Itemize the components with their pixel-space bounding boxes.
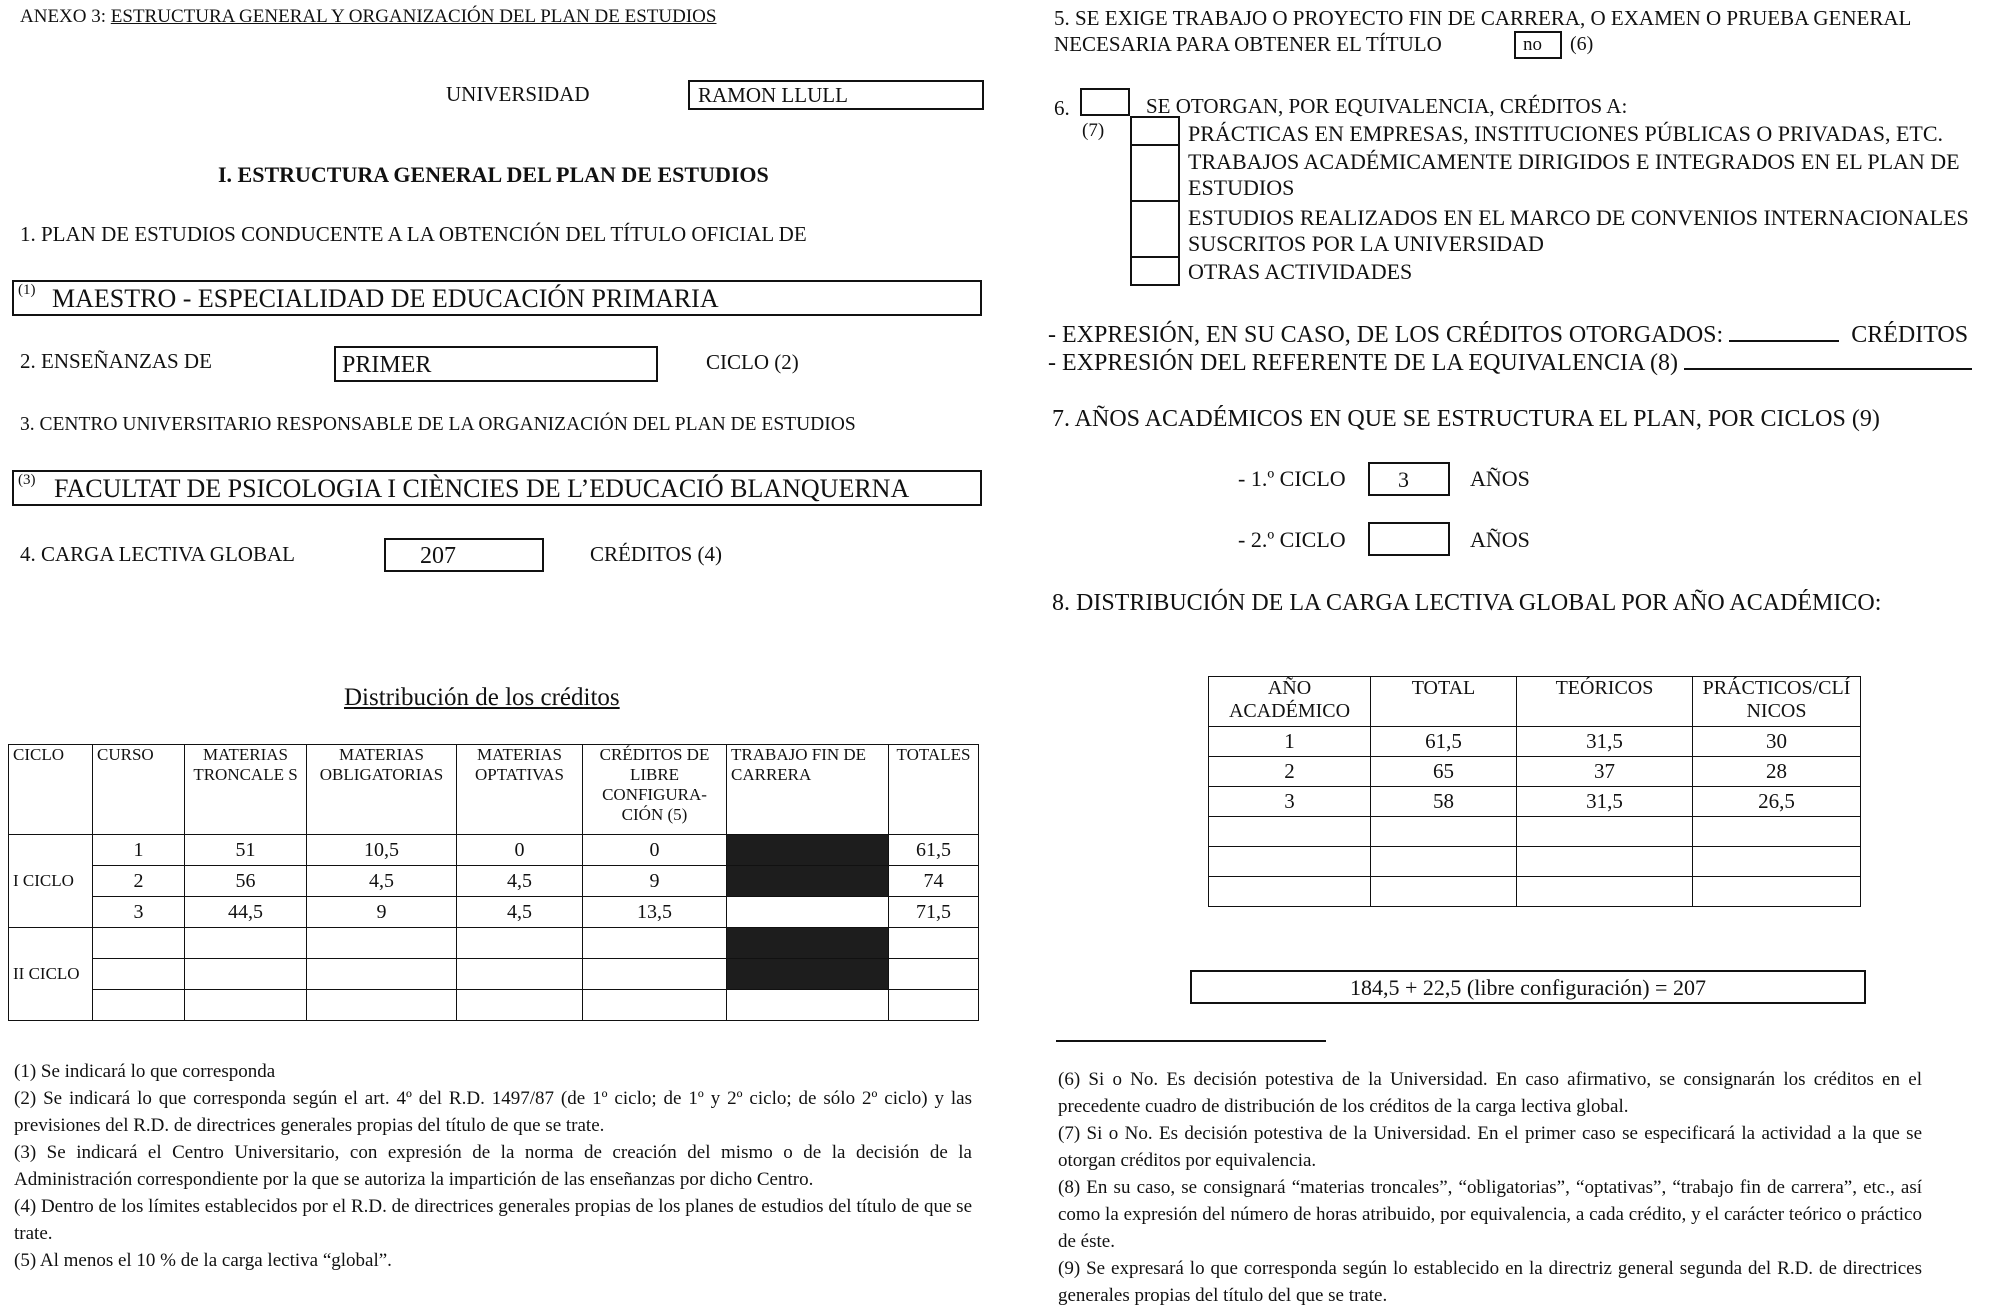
footnote-3: (3) Se indicará el Centro Universitario, con expresión de la norma de creación del mismo o de la decisión de la Administración correspondiente por la que se autoriza la impartición de las enseñanzas por dicho Centro. (14, 1142, 972, 1190)
table-row: 2 65 37 28 (1209, 757, 1861, 787)
item2-text: 2. ENSEÑANZAS DE (20, 349, 212, 373)
universidad-label: UNIVERSIDAD (446, 82, 590, 106)
footnote-5: (5) Al menos el 10 % de la carga lectiva “global”. (14, 1250, 392, 1271)
item6-number: 6. (1054, 96, 1070, 120)
col-practicos: PRÁCTICOS/CLÍ NICOS (1693, 677, 1861, 727)
titulo-field (12, 280, 982, 316)
item5-line1: 5. SE EXIGE TRABAJO O PROYECTO FIN DE CARRERA, O EXAMEN O PRUEBA GENERAL (1054, 6, 1912, 30)
option-checkbox-trabajos[interactable] (1130, 144, 1180, 202)
expr-referente (1048, 350, 1972, 377)
formula-field (1190, 970, 1866, 1004)
table-row: 2 56 4,5 4,5 9 74 (9, 866, 979, 897)
expr-referente-blank (1684, 368, 1972, 370)
centro-mark: (3) (18, 472, 36, 488)
footnote-8: (8) En su caso, se consignará “materias troncales”, “obligatorias”, “optativas”, “trabajo fin de carrera”, etc., así como la expresión del número de horas atribuido, por equivalencia, a cada crédito, y el carácter teórico o práctico de éste. (1058, 1177, 1922, 1252)
table-row (9, 990, 979, 1021)
col-totales: TOTALES (889, 745, 979, 835)
ciclo-value: PRIMER (342, 352, 432, 378)
formula-value: 184,5 + 22,5 (libre configuración) = 207 (1350, 975, 1706, 1000)
item4-suffix: CRÉDITOS (4) (590, 542, 723, 566)
ciclo1-label: - 1.º CICLO (1238, 466, 1346, 491)
footnote-1: (1) Se indicará lo que corresponda (14, 1061, 276, 1082)
option-checkbox-otras[interactable] (1130, 256, 1180, 286)
table-row (9, 928, 979, 959)
expr-creditos (1048, 322, 1968, 349)
expr-creditos-suffix: CRÉDITOS (1851, 322, 1969, 348)
trabajo-fin-cell (727, 928, 889, 959)
table-row: 3 58 31,5 26,5 (1209, 787, 1861, 817)
ciclo1-cell: I CICLO (9, 835, 93, 928)
carga-value: 207 (420, 543, 456, 569)
col-libre-config: CRÉDITOS DE LIBRE CONFIGURA- CIÓN (5) (583, 745, 727, 835)
option-checkbox-practicas[interactable] (1130, 116, 1180, 146)
anexo-heading (20, 6, 716, 28)
option-label: ESTUDIOS (1188, 175, 1295, 200)
table-row (1209, 877, 1861, 907)
option-label: ESTUDIOS REALIZADOS EN EL MARCO DE CONVENIOS INTERNACIONALES (1188, 205, 1969, 230)
titulo-value: MAESTRO - ESPECIALIDAD DE EDUCACIÓN PRIMARIA (52, 284, 719, 313)
trabajo-fin-cell (727, 866, 889, 897)
footnotes-left (14, 1058, 972, 1274)
anexo-title: ESTRUCTURA GENERAL Y ORGANIZACIÓN DEL PLAN DE ESTUDIOS (110, 6, 717, 27)
col-teoricos: TEÓRICOS (1517, 677, 1693, 727)
anual-table (1208, 676, 1861, 907)
anexo-prefix: ANEXO 3: (20, 6, 107, 27)
table-row (9, 959, 979, 990)
distribution-table (8, 744, 979, 1021)
col-optativas: MATERIAS OPTATIVAS (457, 745, 583, 835)
trabajo-fin-field (1514, 31, 1562, 59)
option-label: SUSCRITOS POR LA UNIVERSIDAD (1188, 231, 1544, 256)
section-title: I. ESTRUCTURA GENERAL DEL PLAN DE ESTUDIOS (218, 162, 769, 187)
carga-field (384, 538, 544, 572)
centro-field (12, 470, 982, 506)
item1-text: 1. PLAN DE ESTUDIOS CONDUCENTE A LA OBTENCIÓN DEL TÍTULO OFICIAL DE (20, 222, 807, 246)
col-troncales: MATERIAS TRONCALE S (185, 745, 307, 835)
footnote-divider (1056, 1040, 1326, 1042)
option-label: PRÁCTICAS EN EMPRESAS, INSTITUCIONES PÚBLICAS O PRIVADAS, ETC. (1188, 121, 1944, 146)
footnotes-right (1058, 1066, 1922, 1309)
footnote-7: (7) Si o No. Es decisión potestiva de la Universidad. En el primer caso se especificará la actividad a la que se otorgan créditos por equivalencia. (1058, 1123, 1922, 1171)
centro-value: FACULTAT DE PSICOLOGIA I CIÈNCIES DE L’EDUCACIÓ BLANQUERNA (54, 474, 910, 503)
table-row (1209, 817, 1861, 847)
distribution-title: Distribución de los créditos (344, 684, 620, 711)
col-curso: CURSO (93, 745, 185, 835)
footnote-2: (2) Se indicará lo que corresponda según el art. 4º del R.D. 1497/87 (de 1º ciclo; de 1º y 2º ciclo; de sólo 2º ciclo) y las previsiones del R.D. de directrices generales propias del título de que se trate. (14, 1088, 972, 1136)
item5-line2: NECESARIA PARA OBTENER EL TÍTULO (1054, 32, 1442, 56)
trabajo-fin-cell (727, 897, 889, 928)
ciclo2-cell: II CICLO (9, 928, 93, 1021)
col-trabajo-fin: TRABAJO FIN DE CARRERA (727, 745, 889, 835)
trabajo-fin-value: no (1523, 34, 1542, 55)
footnote-9: (9) Se expresará lo que corresponda según lo establecido en la directriz general segunda del R.D. de directrices generales propias del título del que se trate. (1058, 1258, 1922, 1306)
table-row: 1 61,5 31,5 30 (1209, 727, 1861, 757)
anual-header-row (1209, 677, 1861, 727)
expr-creditos-label: - EXPRESIÓN, EN SU CASO, DE LOS CRÉDITOS OTORGADOS: (1048, 322, 1724, 348)
item6-text: SE OTORGAN, POR EQUIVALENCIA, CRÉDITOS A: (1146, 94, 1628, 118)
col-total: TOTAL (1371, 677, 1517, 727)
item6-mark: (7) (1082, 120, 1105, 141)
titulo-mark: (1) (18, 282, 36, 298)
table-row: 3 44,5 9 4,5 13,5 71,5 (9, 897, 979, 928)
distribution-header-row (9, 745, 979, 835)
item4-text: 4. CARGA LECTIVA GLOBAL (20, 542, 295, 566)
ciclo-field (334, 346, 658, 382)
col-ciclo: CICLO (9, 745, 93, 835)
item3-text: 3. CENTRO UNIVERSITARIO RESPONSABLE DE LA ORGANIZACIÓN DEL PLAN DE ESTUDIOS (20, 414, 856, 435)
item5-note: (6) (1570, 33, 1594, 55)
col-obligatorias: MATERIAS OBLIGATORIAS (307, 745, 457, 835)
trabajo-fin-cell (727, 959, 889, 990)
expr-creditos-blank (1729, 340, 1839, 342)
table-row: I CICLO 1 51 10,5 0 0 61,5 (9, 835, 979, 866)
col-anio: AÑO ACADÉMICO (1209, 677, 1371, 727)
item8-text: 8. DISTRIBUCIÓN DE LA CARGA LECTIVA GLOBAL POR AÑO ACADÉMICO: (1052, 590, 1882, 616)
item2-suffix: CICLO (2) (706, 350, 799, 374)
expr-referente-label: - EXPRESIÓN DEL REFERENTE DE LA EQUIVALENCIA (8) (1048, 350, 1678, 376)
trabajo-fin-cell (727, 835, 889, 866)
footnote-4: (4) Dentro de los límites establecidos por el R.D. de directrices generales propias de los planes de estudios del título de que se trate. (14, 1196, 972, 1244)
option-label: TRABAJOS ACADÉMICAMENTE DIRIGIDOS E INTEGRADOS EN EL PLAN DE (1188, 149, 1960, 174)
footnote-6: (6) Si o No. Es decisión potestiva de la Universidad. En caso afirmativo, se consignarán los créditos en el precedente cuadro de distribución de los créditos de la carga lectiva global. (1058, 1069, 1922, 1117)
option-checkbox-convenios[interactable] (1130, 200, 1180, 258)
option-label: OTRAS ACTIVIDADES (1188, 259, 1413, 284)
equivalencia-checkbox[interactable] (1080, 88, 1130, 116)
ciclo2-label: - 2.º CICLO (1238, 527, 1346, 552)
universidad-value: RAMON LLULL (698, 83, 848, 107)
ciclo2-years-field (1368, 522, 1450, 556)
item7-text: 7. AÑOS ACADÉMICOS EN QUE SE ESTRUCTURA EL PLAN, POR CICLOS (9) (1052, 406, 1880, 432)
ciclo2-years-unit: AÑOS (1470, 527, 1530, 552)
table-row (1209, 847, 1861, 877)
ciclo1-years-value: 3 (1398, 467, 1409, 492)
universidad-field (688, 80, 984, 110)
ciclo1-years-field (1368, 462, 1450, 496)
ciclo1-years-unit: AÑOS (1470, 466, 1530, 491)
